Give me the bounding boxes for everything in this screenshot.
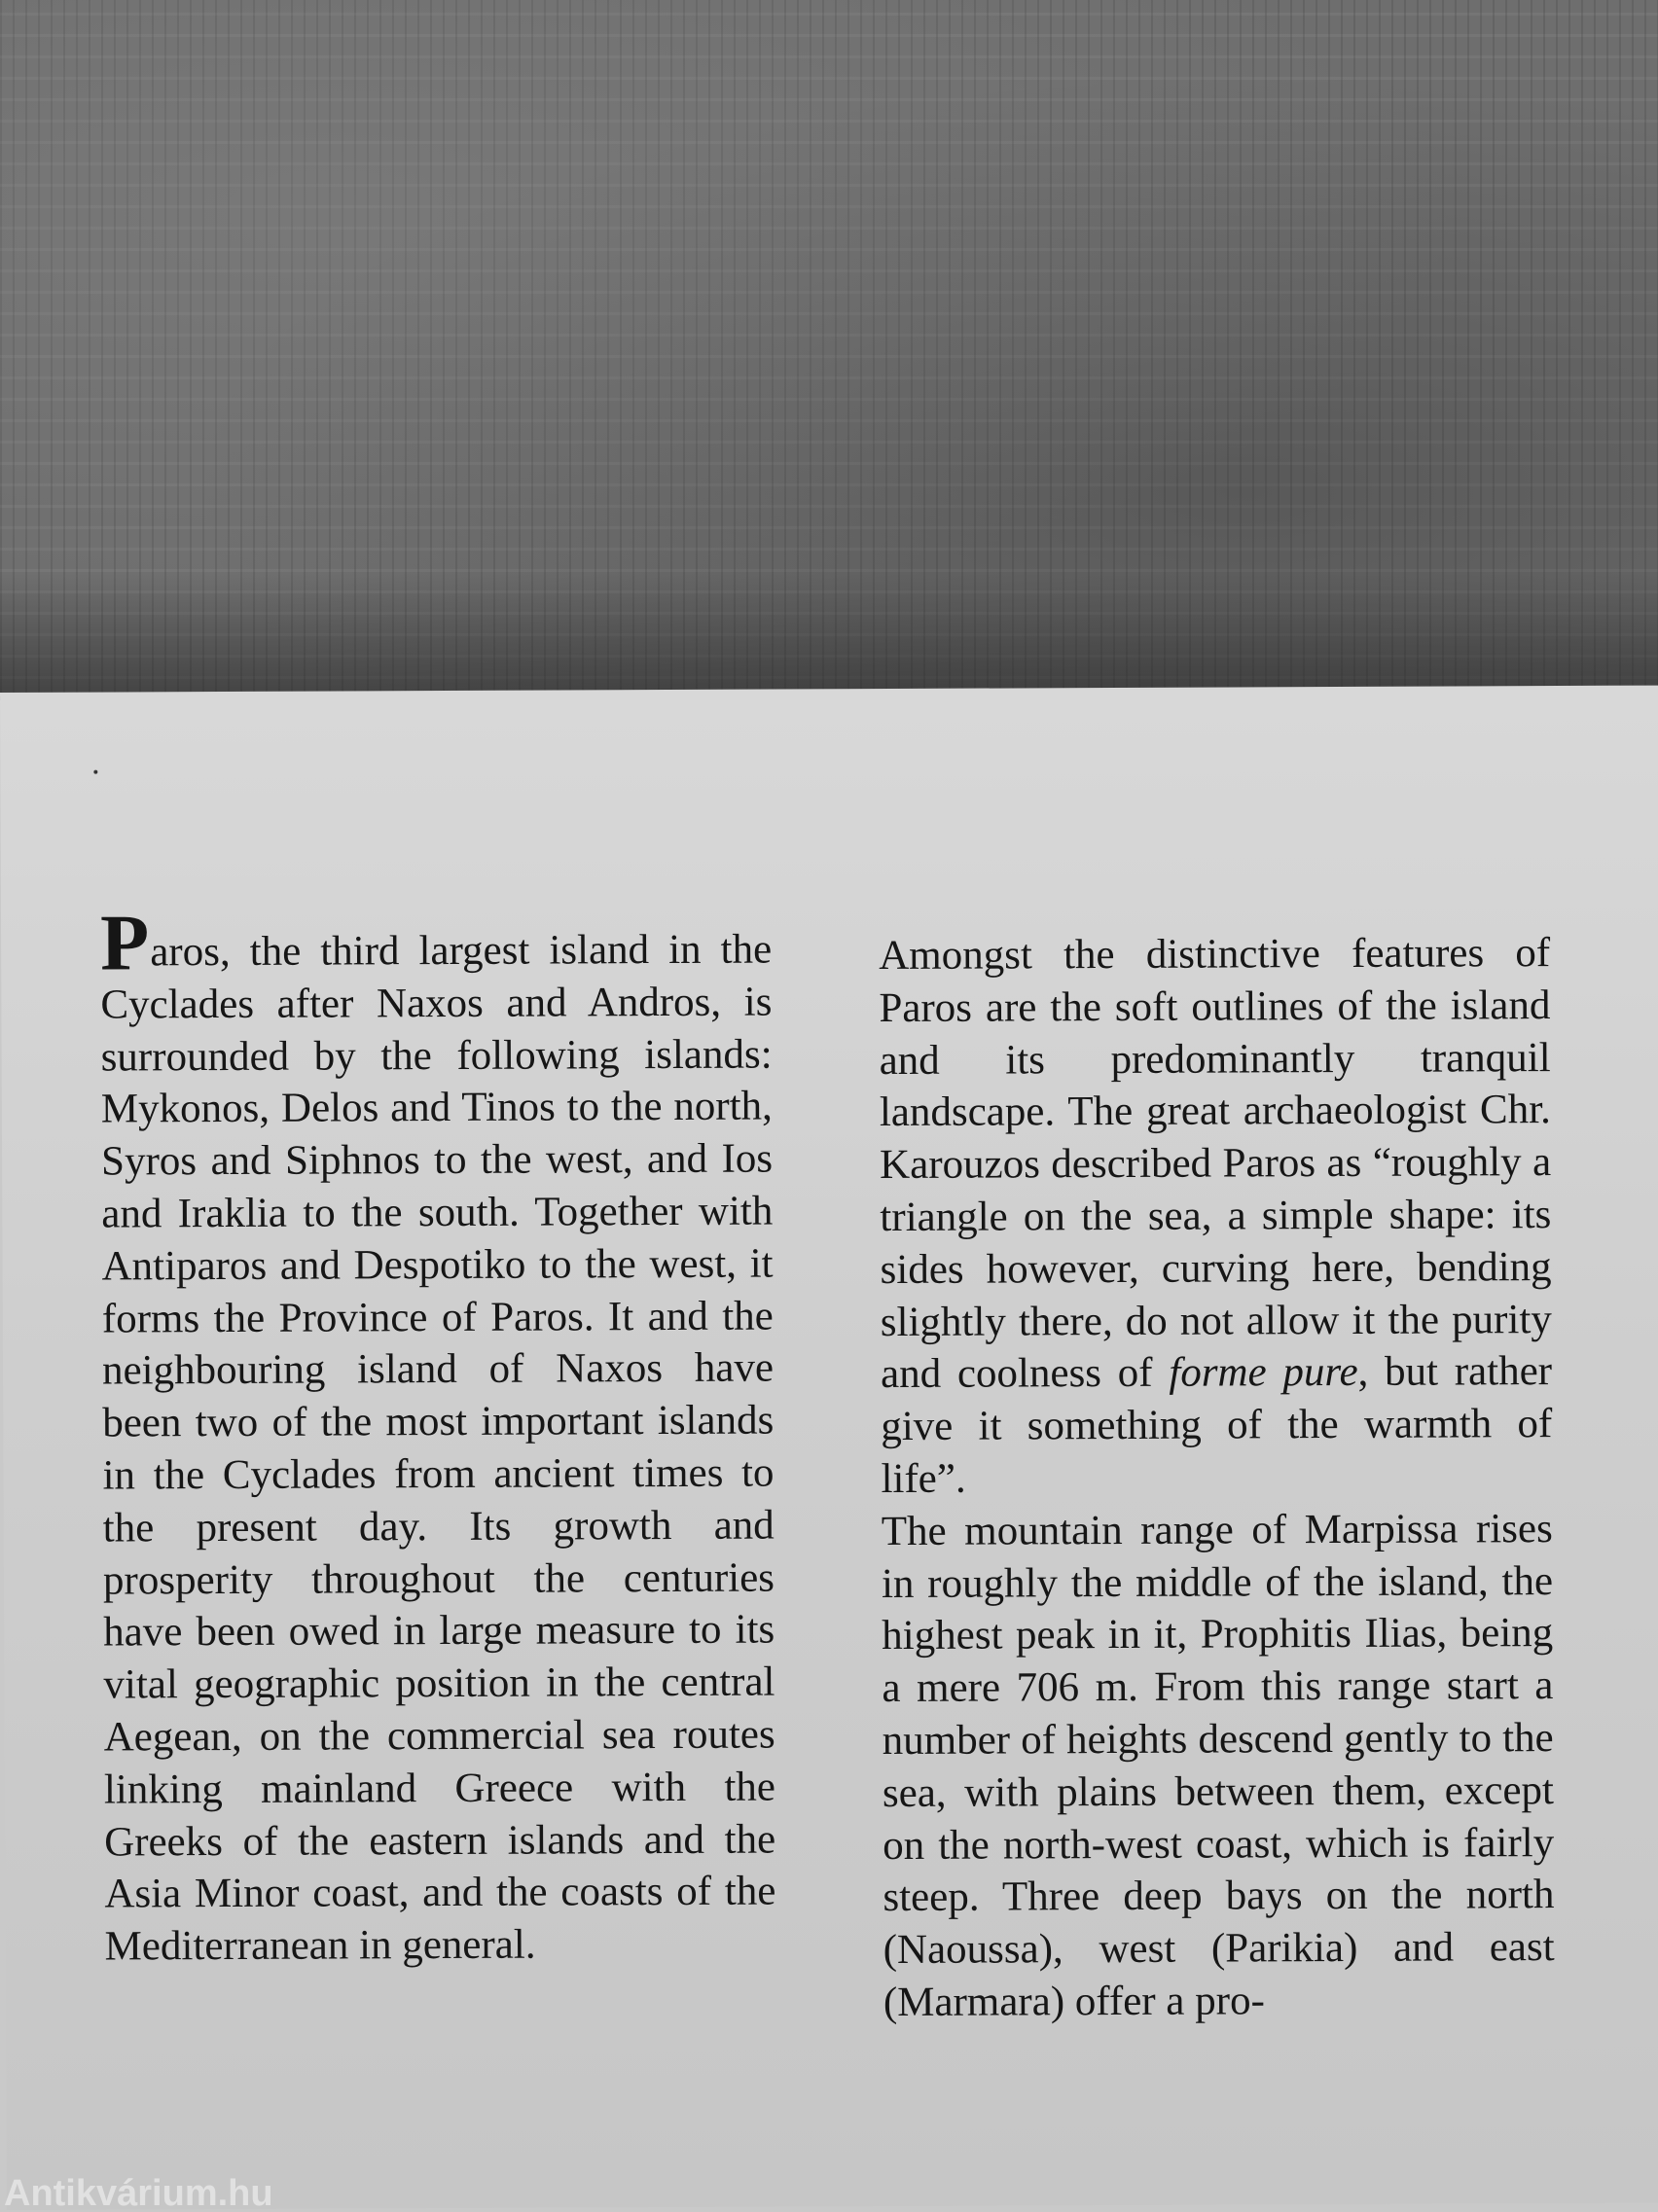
intro-paragraph-text: aros, the third largest island in the Cyclades after Naxos and Andros, is surrounded by the following islands: Mykonos, Delos and Tinos to the north, Syros and Siphnos to the west, and Ios and Iraklia to the south. Together with Antiparos and Despotiko to the west, it forms the Province of Paros. It and the neighbouring island of Naxos have been two of the most important islands in the Cyclades from ancient times to the present day. Its growth and prosperity throughout the centuries have been owed in large measure to its vital geographic position in the central Aegean, on the commercial sea routes linking mainland Greece with the Greeks of the eastern islands and the Asia Minor coast, and the coasts of the Mediterranean in general. xyxy=(100,926,776,1970)
features-italic-phrase: forme pure xyxy=(1169,1349,1358,1397)
drop-cap: P xyxy=(99,898,151,987)
features-text-start: Amongst the distinctive features of Paros are the soft outlines of the island and its predominantly tranquil landscape. The great archaeologist Chr. Karouzos described Paros as “roughly a triangle on the sea, a simple shape: its sides however, curving here, bending slightly there, do not allow it the purity and coolness of xyxy=(879,930,1552,1398)
mountain-paragraph: The mountain range of Marpissa rises in roughly the middle of the island, the highest peak in it, Prophitis Ilias, being a mere 706 m. From this range start a number of heights descend gently to the sea, with plains between them, except on the north-west coast, which is fairly steep. Three deep bays on the north (Naoussa), west (Parikia) and east (Marmara) offer a pro- xyxy=(881,1505,1555,2025)
watermark: Antikvárium.hu xyxy=(4,2173,273,2212)
page-shadow xyxy=(0,574,1658,700)
left-text-column xyxy=(99,898,776,1974)
intro-paragraph xyxy=(99,898,776,1974)
features-text-end: , but rather give it something of the warmth of life”. xyxy=(881,1348,1553,1503)
page-speck xyxy=(93,770,97,774)
right-text-column xyxy=(879,927,1555,2029)
features-paragraph xyxy=(879,927,1553,1506)
book-page xyxy=(0,686,1658,2210)
